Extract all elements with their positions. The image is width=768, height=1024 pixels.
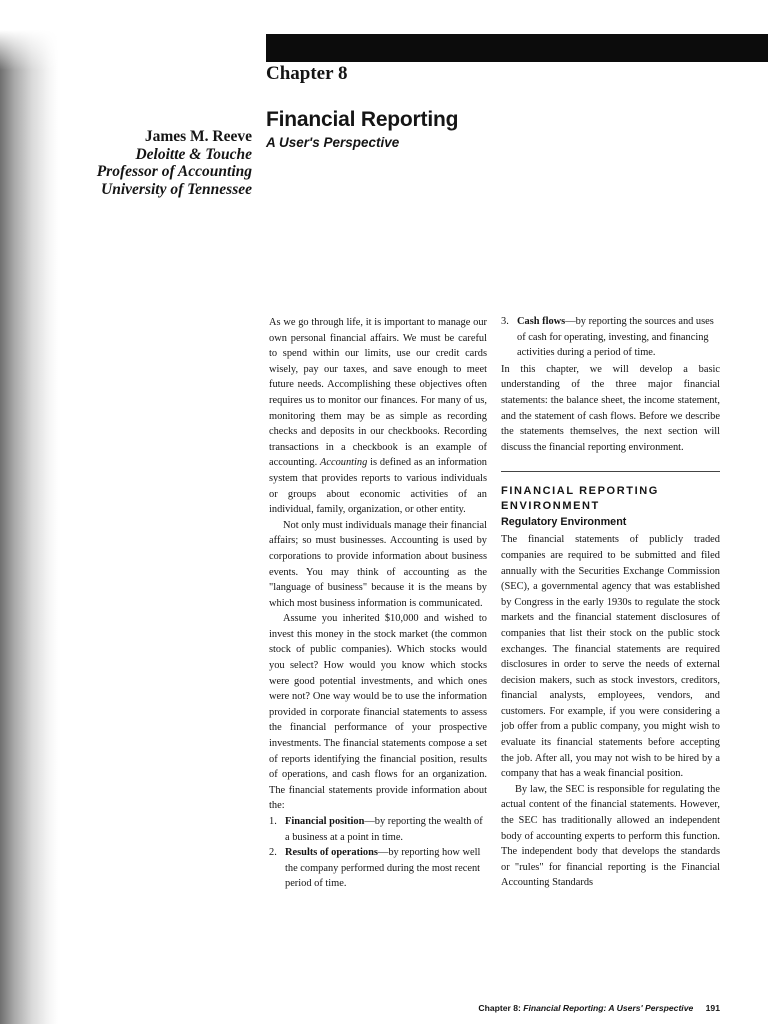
statement-list xyxy=(269,814,487,892)
paragraph-chapter-overview: In this chapter, we will develop a basic understanding of the three major financial statements: the balance sheet, the income statement, and the statement of cash flows. Before we describe the statements themselves, the next section will discuss the financial reporting environment. xyxy=(501,363,720,453)
paragraph-businesses: Not only must individuals manage their financial affairs; so must businesses. Accounting is used by corporations to provide information about business events. You may think of accounting as the "language of business" because it is the means by which most business information is communicated. xyxy=(269,519,487,609)
paragraph-intro-text-cont: is defined as an information system that provides reports to various individuals or groups about economic activities of an individual, family, organization, or other entity. xyxy=(269,457,487,516)
list-term: Results of operations xyxy=(285,847,378,859)
list-text: —by reporting the wealth of a business at a point in time. xyxy=(285,816,483,843)
paragraph-sec: By law, the SEC is responsible for regulating the actual content of the financial statements. However, the SEC has traditionally allowed an independent body of accounting experts to perform this function. The independent body that develops the standards or "rules" for financial reporting is the Financial Accounting Standards xyxy=(501,783,720,889)
chapter-label: Chapter 8 xyxy=(266,63,348,84)
chapter-title: Financial Reporting xyxy=(266,108,459,131)
paragraph-intro xyxy=(269,315,487,518)
paragraph-intro-text: As we go through life, it is important to manage our own personal financial affairs. We must be careful to spend within our limits, use our credit cards wisely, pay our taxes, and save enough to meet future needs. Accomplishing these objectives often requires us to monitor our finances. For many of us, monitoring them may be as simple as recording checks and deposits in our checkbooks. Recording transactions in a checkbook is an example of accounting. xyxy=(269,317,487,469)
paragraph-investing: Assume you inherited $10,000 and wished to invest this money in the stock market (the common stock of public companies). Which stocks would you select? How would you know which stocks were good potential investments, and which ones were not? One way would be to use the information provided in corporate financial statements to assess the financial performance of your prospective investments. The financial statements compose a set of reports identifying the financial position, results of operations, and cash flows for an organization. The financial statements provide information about the: xyxy=(269,613,487,812)
list-term: Cash flows xyxy=(517,316,566,327)
author-block xyxy=(97,128,252,198)
footer-chapter: Chapter 8: xyxy=(478,1003,521,1013)
statement-list-cont xyxy=(501,314,720,361)
list-number: 3. xyxy=(501,316,509,327)
list-term: Financial position xyxy=(285,816,365,827)
binding-shadow-fade xyxy=(0,30,58,70)
list-item xyxy=(269,845,487,892)
chapter-subtitle: A User's Perspective xyxy=(266,135,400,150)
author-affiliation: Deloitte & Touche xyxy=(135,145,252,163)
paragraph-regulatory: The financial statements of publicly traded companies are required to be submitted and filed annually with the Securities Exchange Commission (SEC), a governmental agency that was established by Congress in the early 1930s to regulate the stock markets and the financial statement disclosures of companies that list their stock on the public stock exchanges. The financial statements are required disclosures in order to serve the needs of external decision makers, such as stock investors, creditors, financial analysts, employees, vendors, and customers. For example, if you were considering a job offer from a public company, you might wish to evaluate its financial statements before accepting the job. After all, you may not wish to be hired by a company that has a weak financial position. xyxy=(501,534,720,780)
section-heading: FINANCIAL REPORTING ENVIRONMENT xyxy=(501,485,659,513)
author-university: University of Tennessee xyxy=(101,180,252,198)
page-top-margin xyxy=(0,0,768,34)
list-text: —by reporting the sources and uses of cash for operating, investing, and financing activities during a period of time. xyxy=(517,316,714,359)
list-number: 1. xyxy=(269,816,277,827)
footer-title: Financial Reporting: A Users' Perspective xyxy=(523,1003,694,1013)
section-divider xyxy=(501,471,720,472)
list-item xyxy=(501,314,720,361)
list-item xyxy=(269,814,487,845)
page-footer xyxy=(478,1003,720,1013)
author-title: Professor of Accounting xyxy=(96,163,252,180)
subsection-heading: Regulatory Environment xyxy=(501,516,627,529)
page-number: 191 xyxy=(705,1003,720,1013)
body-column-right xyxy=(501,314,720,891)
chapter-header-bar xyxy=(266,34,768,62)
list-text: —by reporting how well the company performed during the most recent period of time. xyxy=(285,847,481,890)
accounting-term: Accounting xyxy=(320,457,368,469)
binding-shadow xyxy=(0,30,58,1024)
author-name: James M. Reeve xyxy=(144,128,252,145)
list-number: 2. xyxy=(269,847,277,859)
body-column-left xyxy=(269,315,487,892)
